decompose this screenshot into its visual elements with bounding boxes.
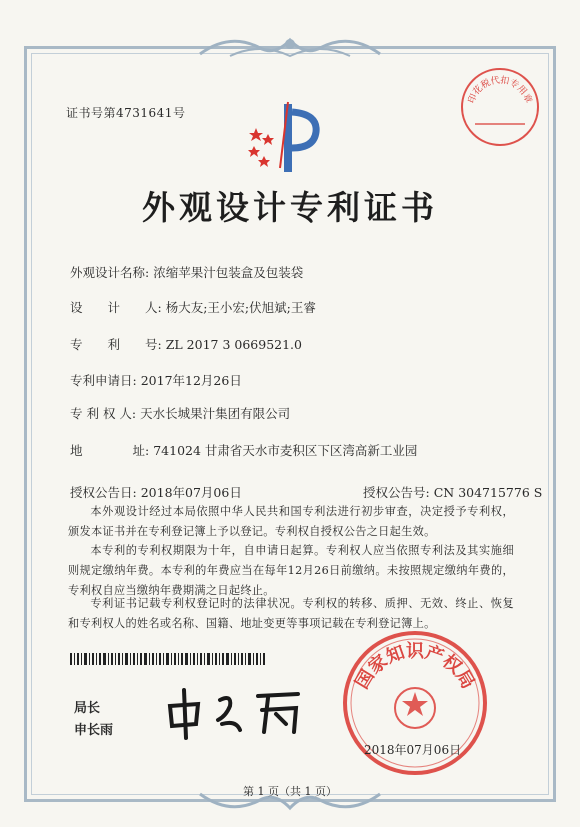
filing-date-value: 2017年12月26日 [140, 373, 242, 388]
paragraph-3: 专利证书记载专利权登记时的法律状况。专利权的转移、质押、无效、终止、恢复和专利权人的姓名或名称、国籍、地址变更等事项记载在专利登记簿上。 [68, 597, 514, 630]
filing-date-label: 专利申请日: [70, 373, 137, 388]
patentee-label: 专 利 权 人: [70, 406, 137, 421]
design-name-row [70, 263, 303, 281]
grant-date-label: 授权公告日: [70, 485, 137, 500]
grant-number-label: 授权公告号: [363, 485, 430, 500]
certificate-number: 证书号第4731641号 [66, 106, 186, 120]
design-name-label: 外观设计名称: [70, 265, 150, 280]
seal-date: 2018年07月06日 [364, 743, 462, 757]
grant-date-value: 2018年07月06日 [140, 485, 242, 500]
paragraph-1: 本外观设计经过本局依照中华人民共和国专利法进行初步审查，决定授予专利权，颁发本证书并在专利登记簿上予以登记。专利权自授权公告之日起生效。 [68, 505, 514, 538]
grant-number-value: CN 304715776 S [433, 485, 543, 500]
designer-row [70, 298, 316, 316]
patent-emblem-icon [240, 98, 330, 178]
seal-text: 国家知识产权局 [351, 641, 479, 693]
address-value: 741024 甘肃省天水市麦积区下区湾高新工业园 [153, 443, 418, 458]
address-label: 地 址: [70, 443, 150, 458]
patentee-value: 天水长城果汁集团有限公司 [140, 406, 291, 421]
designer-label: 设 计 人: [70, 300, 162, 315]
signature [160, 676, 310, 746]
patentee-row [70, 404, 290, 422]
page-number: 第 1 页（共 1 页） [243, 785, 337, 798]
page-title: 外观设计专利证书 [142, 188, 438, 227]
address-row [70, 441, 417, 459]
grant-date-row [70, 483, 242, 501]
top-ornament [190, 30, 390, 62]
filing-date-row [70, 371, 242, 389]
grant-number-row [363, 483, 542, 501]
barcode [70, 653, 266, 665]
signer-name: 申长雨 [74, 723, 114, 738]
designer-value: 杨大友;王小宏;伏旭斌;王睿 [165, 300, 316, 315]
signer-title: 局长 [74, 701, 101, 716]
design-name-value: 浓缩苹果汁包装盒及包装袋 [153, 265, 304, 280]
patent-number-label: 专 利 号: [70, 337, 162, 352]
stamp-duty-seal [459, 66, 541, 148]
paragraph-2: 本专利的专利权期限为十年，自申请日起算。专利权人应当依照专利法及其实施细则规定缴纳年费。本专利的年费应当在每年12月26日前缴纳。未按照规定缴纳年费的，专利权自应当缴纳年费期满之日起终止。 [68, 544, 514, 597]
patent-number-row [70, 335, 302, 353]
patent-number-value: ZL 2017 3 0669521.0 [165, 337, 302, 352]
small-seal-text: 印花税代扣专用章 [466, 75, 534, 105]
